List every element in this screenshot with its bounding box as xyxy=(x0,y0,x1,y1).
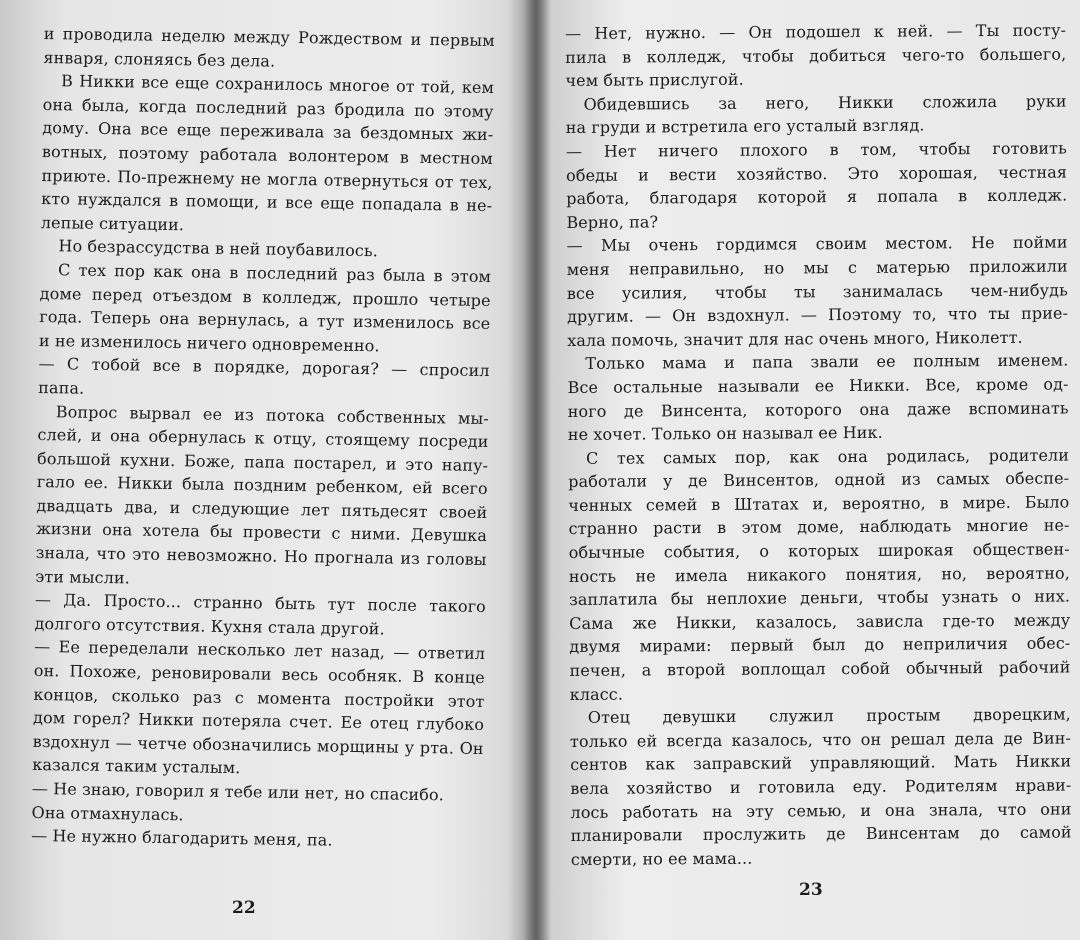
text-line: Только мама и папа звали ее полным именем. xyxy=(585,350,1069,374)
text-line: казался таким усталым. xyxy=(32,755,241,778)
text-line: С тех пор как она в последний раз была в этом xyxy=(57,260,492,286)
text-line: января, слоняясь без дела. xyxy=(43,47,276,71)
text-line: — Нет ничего плохого в том, чтобы готовить xyxy=(565,138,1067,161)
text-line: смерти, но ее мама... xyxy=(570,848,753,869)
text-line: — Не нужно благодарить меня, па. xyxy=(31,826,333,850)
text-line: меня неправильно, но мы с матерью приложили xyxy=(566,256,1068,279)
left-page-number: 22 xyxy=(232,898,256,918)
text-line: хала помочь, значит для нас очень много, Николетт. xyxy=(567,327,1023,350)
text-line: и проводила неделю между Рождеством и первым xyxy=(43,23,495,51)
text-line: гало ее. Никки была поздним ребенком, ей всего xyxy=(36,472,488,499)
text-line: Все остальные называли ее Никки. Все, кроме од- xyxy=(567,374,1069,397)
text-line: сентов как заправский управляющий. Мать Никки xyxy=(570,751,1072,775)
text-line: приюте. По-прежнему не могла отвернуться от тех, xyxy=(41,165,493,192)
text-line: эти мысли. xyxy=(35,566,131,588)
text-line: вела хозяйство и готовила еду. Родителям нрави- xyxy=(570,775,1072,798)
text-line: знала, что это невозможно. Но прогнала из головы xyxy=(35,542,487,570)
text-line: Сама же Никки, казалось, зависла где-то между xyxy=(569,610,1071,633)
text-line: большой кухни. Боже, папа постарел, и это напу- xyxy=(36,448,489,475)
text-line: планировали прослужить де Винсентам до самой xyxy=(570,822,1072,846)
text-line: слей, и она обернулась к отцу, стоящему посреди xyxy=(37,425,489,452)
right-page xyxy=(545,0,1080,940)
text-line: ность не имела никакого понятия, но, вероятно, xyxy=(568,563,1070,586)
right-page-text xyxy=(565,19,1072,872)
text-line: двумя мирами: первый был до неприличия обес- xyxy=(569,633,1071,657)
text-line: Вопрос вырвал ее из потока собственных мы- xyxy=(55,401,489,428)
text-line: обеды и вести хозяйство. Это хорошая, честная xyxy=(566,162,1068,185)
text-line: она была, когда последний раз бродила по этому xyxy=(42,94,494,121)
text-line: кто нуждался в помощи, и все еще попадала в не- xyxy=(41,189,493,216)
text-line: и не изменилось ничего одновременно. xyxy=(38,330,380,356)
text-line: ченных семей в Штатах и, вероятно, в мире. Было xyxy=(568,492,1070,515)
text-line: дому. Она все еще переживала за бездомных жи- xyxy=(42,118,494,145)
text-line: — Мы очень гордимся своим местом. Не пойми xyxy=(566,232,1068,256)
text-line: папа. xyxy=(38,377,85,398)
text-line: лепые ситуации. xyxy=(40,212,185,234)
text-line: на груди и встретила его усталый взгляд. xyxy=(565,115,925,138)
text-line: доме перед отъездом в колледж, прошло четыре xyxy=(39,283,491,310)
text-line: класс. xyxy=(569,684,624,704)
text-line: заплатила бы неплохие деньги, чтобы узнать о них. xyxy=(568,586,1071,610)
text-line: ного де Винсента, которого она даже вспоминать xyxy=(567,397,1069,421)
left-page-text xyxy=(31,22,495,855)
text-line: Обидевшись за него, Никки сложила руки xyxy=(583,91,1067,114)
text-line: Верно, па? xyxy=(566,212,659,232)
text-line: только ей всегда казалось, что он решал дела де Вин- xyxy=(569,728,1072,751)
text-line: Она отмахнулась. xyxy=(31,802,184,824)
text-line: работа, благодаря которой я попала в колледж. xyxy=(566,185,1068,209)
text-line: работали у де Винсентов, одной из самых обеспе- xyxy=(568,468,1070,492)
text-line: дом горел? Никки потеряла счет. Ее отец глубоко xyxy=(32,708,485,735)
text-line: все усилия, чтобы ты занималась чем-нибудь xyxy=(566,280,1068,303)
left-page xyxy=(0,0,535,940)
text-line: Но безрассудства в ней поубавилось. xyxy=(58,236,379,261)
text-line: — Ее переделали несколько лет назад, — ответил xyxy=(34,637,486,664)
text-line: В Никки все еще сохранилось многое от той, кем xyxy=(60,71,495,98)
text-line: вздохнул — четче обозначились морщины у рта. Он xyxy=(32,731,484,758)
text-line: печен, а второй воплощал собой обычный рабочий xyxy=(569,657,1071,681)
text-line: — Да. Просто... странно быть тут после такого xyxy=(34,590,487,617)
text-line: года. Теперь она вернулась, а тут изменилось все xyxy=(39,307,491,334)
text-line: — Не знаю, говорил я тебе или нет, но спасибо. xyxy=(31,778,445,805)
text-line: — Нет, нужно. — Он подошел к ней. — Ты посту- xyxy=(565,20,1067,43)
text-line: чем быть прислугой. xyxy=(565,69,744,91)
text-line: концов, сколько раз с момента постройки этот xyxy=(33,684,485,711)
text-line: странно расти в этом доме, наблюдать многие не- xyxy=(568,515,1070,539)
text-line: он. Похоже, реновировали весь особняк. В конце xyxy=(33,660,485,688)
text-line: долгого отсутствия. Кухня стала другой. xyxy=(34,613,385,639)
text-line: жизни она хотела бы провести с ними. Девушка xyxy=(35,519,488,546)
text-line: С тех самых пор, как она родилась, родители xyxy=(585,445,1070,468)
right-page-number: 23 xyxy=(799,880,823,900)
text-line: обычные события, о которых широкая обществен- xyxy=(568,539,1070,563)
text-line: не хочет. Только он называл ее Ник. xyxy=(567,422,883,445)
text-line: другим. — Он вздохнул. — Поэтому то, что ты прие- xyxy=(566,303,1069,327)
text-line: — С тобой все в порядке, дорогая? — спросил xyxy=(38,354,490,381)
text-line: Отец девушки служил простым дворецким, xyxy=(587,704,1071,728)
text-line: пила в колледж, чтобы добиться чего-то большего, xyxy=(565,44,1067,67)
text-line: двадцать два, и следующие лет пятьдесят своей xyxy=(36,495,488,522)
text-line: лось работать на эту семью, и она знала, что они xyxy=(570,799,1072,822)
text-line: вотных, поэтому работала волонтером в местном xyxy=(41,141,494,169)
